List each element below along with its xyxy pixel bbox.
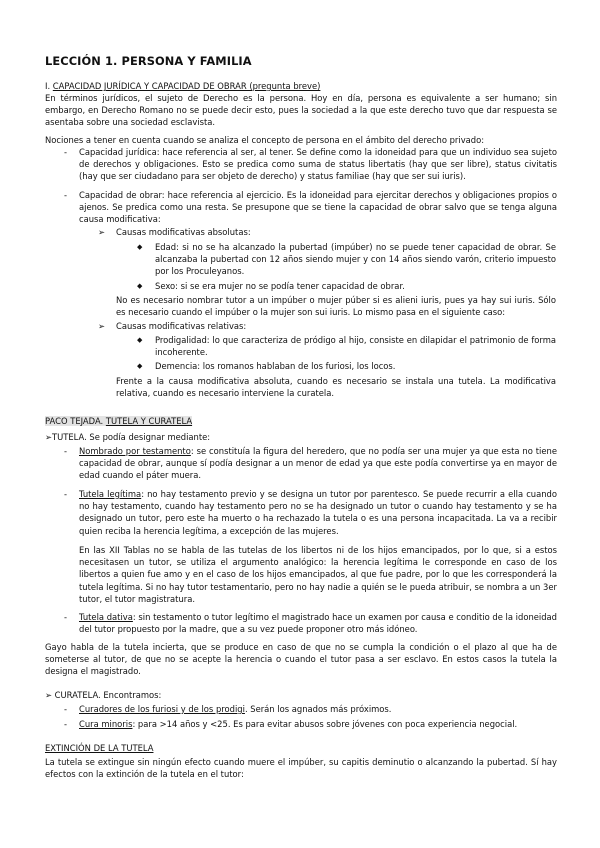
item-text: : se constituía la figura del heredero, que no podía ser una mujer ya que esta no tiene capacidad de obrar, aunque sí podía designar a un menor de edad ya que este podía convertirse ya en mayor de edad cuando el páter muera. [79, 446, 557, 481]
edad-item: Edad: si no se ha alcanzado la pubertad (impúber) no se puede tener capacidad de obrar. Se alcanzaba la pubertad con 12 años siendo mujer y con 14 años siendo varón, criterio impuesto por los Proculeyanos. [155, 242, 556, 277]
demencia-item: Demencia: los romanos hablaban de los furiosi, los locos. [155, 361, 396, 371]
frente-paragraph: Frente a la causa modificativa absoluta, cuando es necesario se instala una tutela. La modificativa relativa, cuando es necesario interviene la curatela. [116, 376, 556, 399]
cura-minoris-item [79, 718, 557, 730]
section-heading-text: CAPACIDAD JURÍDICA Y CAPACIDAD DE OBRAR (pregunta breve) [52, 81, 321, 91]
prodigalidad-item: Prodigalidad: lo que caracteriza de pródigo al hijo, consiste en dilapidar el patrimonio de forma incoherente. [155, 335, 556, 358]
tutor-note: No es necesario nombrar tutor a un impúber o mujer púber si es alieni iuris, pues ya hay sui iuris. Sólo es necesario cuando el impúber o la mujer son sui iuris. Lo mismo pasa en el siguiente caso: [116, 295, 556, 318]
item-text: : para >14 años y <25. Es para evitar abusos sobre jóvenes con poca experiencia negocial. [132, 719, 518, 729]
tutela-testamento-item [79, 445, 557, 482]
section-heading-text: EXTINCIÓN DE LA TUTELA [45, 743, 154, 753]
item-label: Tutela dativa [79, 612, 133, 622]
tutela-legitima-item [79, 488, 557, 537]
item-text: : no hay testamento previo y se designa un tutor por parentesco. Se puede recurrir a ella cuando no hay testamento, cuando hay testamento pero no se ha designado un tutor o cuando hay testamento y se ha designado un tutor, pero este ha muerto o ha rechazado la tutela o es una persona incapacitada. La va a recibir quien reciba la herencia legítima, a excepción de las mujeres. [79, 489, 557, 536]
item-label: Nombrado por testamento [79, 446, 191, 456]
bullet-dash: - [64, 612, 68, 622]
bullet-dash: - [64, 190, 68, 200]
causas-relativas-title: Causas modificativas relativas: [116, 321, 247, 331]
item-label: Tutela legítima [79, 489, 142, 499]
tutela-dativa-item [79, 611, 557, 635]
item-text: : sin testamento o tutor legítimo el magistrado hace un examen por causa e conditio de la idoneidad del tutor propuesto por la madre, que a su vez puede proponer otro más idóneo. [79, 612, 557, 635]
section-capacidad-heading [45, 80, 557, 92]
tutela-intro: ➢TUTELA. Se podía designar mediante: [45, 432, 211, 442]
author-label: PACO TEJADA. [45, 416, 106, 426]
diamond-bullet: ◆ [137, 362, 143, 370]
bullet-dash: - [64, 147, 68, 157]
bullet-dash: - [64, 704, 68, 714]
arrow-bullet: ➢ [98, 227, 106, 237]
diamond-bullet: ◆ [137, 282, 143, 290]
item-text: . Serán los agnados más próximos. [244, 704, 392, 714]
diamond-bullet: ◆ [137, 336, 143, 344]
intro-paragraph: En términos jurídicos, el sujeto de Derecho es la persona. Hoy en día, persona es equivalente a ser humano; sin embargo, en Derecho Romano no se puede decir esto, pues la sociedad a la que este derecho tuvo que dar respuesta se asentaba sobre una sociedad esclavista. [45, 93, 557, 128]
capacidad-juridica-item: Capacidad jurídica: hace referencia al ser, al tener. Se define como la idoneidad para que un individuo sea sujeto de derechos y obligaciones. Esto se predica como suma de status libertatis (hay que ser libre), status civitatis (hay que ser ciudadano para ser objeto de derecho) y status familiae (hay que ser sui iuris). [79, 147, 557, 182]
tutela-curatela-heading [45, 415, 557, 427]
extincion-paragraph: La tutela se extingue sin ningún efecto cuando muere el impúber, su capitis deminutio o alcanzando la pubertad. Sí hay efectos con la extinción de la tutela en el tutor: [45, 757, 557, 780]
tutela-legitima-more: En las XII Tablas no se habla de las tutelas de los libertos ni de los hijos emancipados, por lo que, si a estos necesitasen un tutor, se utiliza el argumento analógico: la herencia legítima le corresponde en caso de los libertos a quien fue amo y en el caso de los hijos emancipados, al que fue padre, por lo que les corresponderá la tutela legítima. Si no hay tutor testamentario, pero no hay nadie a quién se le pueda atribuir, se nombra a un 3er tutor, el tutor magistratura. [79, 545, 557, 604]
arrow-bullet: ➢ [98, 321, 106, 331]
causas-absolutas-title: Causas modificativas absolutas: [116, 227, 251, 237]
curatela-furiosi-item [79, 703, 557, 715]
bullet-dash: - [64, 489, 68, 499]
sexo-item: Sexo: si se era mujer no se podía tener capacidad de obrar. [155, 281, 405, 291]
section-number: I. [45, 81, 53, 91]
bullet-dash: - [64, 719, 68, 729]
curatela-intro: ➢ CURATELA. Encontramos: [45, 690, 162, 700]
capacidad-obrar-item: Capacidad de obrar: hace referencia al ejercicio. Es la idoneidad para ejercitar derechos y obligaciones propios o ajenos. Se predica como una resta. Se presupone que se tiene la capacidad de obrar salvo que se tenga alguna causa modificativa: [79, 190, 557, 225]
section-heading-text: TUTELA Y CURATELA [105, 416, 193, 426]
extincion-heading [45, 742, 557, 754]
diamond-bullet: ◆ [137, 243, 143, 251]
lesson-title: LECCIÓN 1. PERSONA Y FAMILIA [45, 54, 252, 68]
bullet-dash: - [64, 446, 68, 456]
nociones-paragraph: Nociones a tener en cuenta cuando se analiza el concepto de persona en el ámbito del derecho privado: [45, 135, 485, 145]
gayo-paragraph: Gayo habla de la tutela incierta, que se produce en caso de que no se cumpla la condición o el plazo al que ha de someterse al tutor, de que no se acepte la herencia o cuando el tutor pasa a ser esclavo. En estos casos la tutela la designa el magistrado. [45, 642, 557, 677]
item-label: Curadores de los furiosi y de los prodigi [79, 704, 245, 714]
item-label: Cura minoris [79, 719, 133, 729]
